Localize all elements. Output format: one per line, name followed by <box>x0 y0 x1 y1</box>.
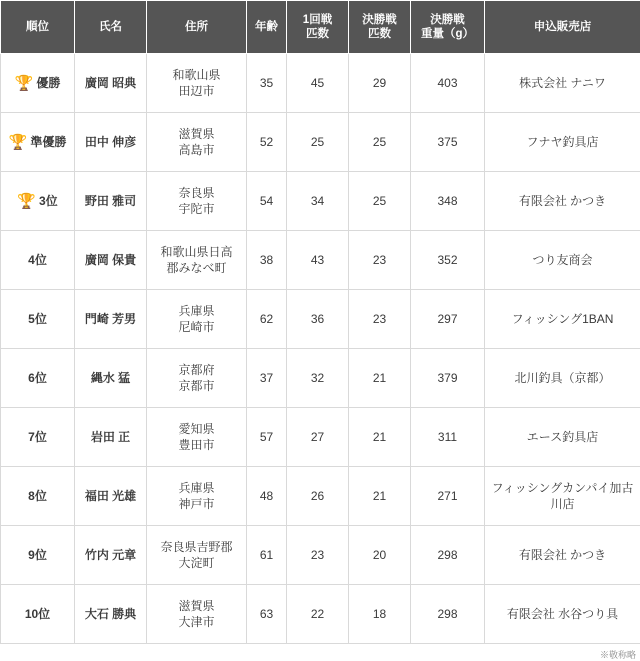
address-line-1: 奈良県吉野郡 <box>150 539 243 555</box>
age-cell: 63 <box>247 585 287 644</box>
address-line-2: 高島市 <box>150 142 243 158</box>
trophy-silver-icon: 🏆 <box>9 135 28 150</box>
round1-count-cell: 26 <box>287 467 349 526</box>
rank-label: 4位 <box>28 252 47 268</box>
footnote: ※敬称略 <box>0 644 640 661</box>
address-line-1: 和歌山県日高 <box>150 244 243 260</box>
round1-count-cell: 23 <box>287 526 349 585</box>
table-row <box>1 585 640 644</box>
final-count-cell: 25 <box>349 113 411 172</box>
rank-cell <box>1 172 75 231</box>
column-header-age: 年齢 <box>247 1 287 54</box>
age-cell: 37 <box>247 349 287 408</box>
round1-count-cell: 25 <box>287 113 349 172</box>
name-cell: 門崎 芳男 <box>75 290 147 349</box>
rank-cell <box>1 54 75 113</box>
rank-cell <box>1 526 75 585</box>
address-line-1: 奈良県 <box>150 185 243 201</box>
address-line-1: 和歌山県 <box>150 67 243 83</box>
age-cell: 52 <box>247 113 287 172</box>
final-weight-cell: 379 <box>411 349 485 408</box>
final-weight-cell: 311 <box>411 408 485 467</box>
table-row <box>1 113 640 172</box>
address-cell <box>147 290 247 349</box>
table-row <box>1 526 640 585</box>
shop-cell: 有限会社 かつき <box>485 526 640 585</box>
shop-cell: 有限会社 かつき <box>485 172 640 231</box>
address-cell <box>147 113 247 172</box>
address-cell <box>147 526 247 585</box>
address-line-2: 田辺市 <box>150 83 243 99</box>
shop-cell: 有限会社 水谷つり具 <box>485 585 640 644</box>
name-cell: 廣岡 保貴 <box>75 231 147 290</box>
age-cell: 38 <box>247 231 287 290</box>
shop-cell: エース釣具店 <box>485 408 640 467</box>
trophy-bronze-icon: 🏆 <box>17 194 36 209</box>
shop-cell: つり友商会 <box>485 231 640 290</box>
rank-label: 7位 <box>28 429 47 445</box>
age-cell: 48 <box>247 467 287 526</box>
shop-cell: フィッシング1BAN <box>485 290 640 349</box>
address-cell <box>147 408 247 467</box>
age-cell: 57 <box>247 408 287 467</box>
column-header-rank: 順位 <box>1 1 75 54</box>
shop-cell: フィッシングカンパイ加古川店 <box>485 467 640 526</box>
round1-count-cell: 34 <box>287 172 349 231</box>
table-row <box>1 231 640 290</box>
shop-cell: 株式会社 ナニワ <box>485 54 640 113</box>
final-weight-cell: 348 <box>411 172 485 231</box>
rank-label: 3位 <box>39 193 58 209</box>
shop-cell: フナヤ釣具店 <box>485 113 640 172</box>
name-cell: 竹内 元章 <box>75 526 147 585</box>
column-header-final-weight-line1: 決勝戦 <box>430 14 465 26</box>
column-header-address: 住所 <box>147 1 247 54</box>
age-cell: 62 <box>247 290 287 349</box>
name-cell: 岩田 正 <box>75 408 147 467</box>
age-cell: 35 <box>247 54 287 113</box>
final-count-cell: 25 <box>349 172 411 231</box>
address-line-2: 豊田市 <box>150 437 243 453</box>
table-row <box>1 290 640 349</box>
rank-label: 10位 <box>25 606 50 622</box>
table-row <box>1 54 640 113</box>
address-cell <box>147 349 247 408</box>
age-cell: 54 <box>247 172 287 231</box>
name-cell: 野田 雅司 <box>75 172 147 231</box>
round1-count-cell: 36 <box>287 290 349 349</box>
final-count-cell: 18 <box>349 585 411 644</box>
column-header-final-weight <box>411 1 485 54</box>
address-line-1: 滋賀県 <box>150 126 243 142</box>
rank-label: 6位 <box>28 370 47 386</box>
address-line-2: 京都市 <box>150 378 243 394</box>
table-row <box>1 349 640 408</box>
address-cell <box>147 585 247 644</box>
round1-count-cell: 27 <box>287 408 349 467</box>
rank-cell <box>1 113 75 172</box>
rank-cell <box>1 467 75 526</box>
final-weight-cell: 271 <box>411 467 485 526</box>
column-header-shop: 申込販売店 <box>485 1 640 54</box>
table-header-row <box>1 1 640 54</box>
column-header-final-count-line2: 匹数 <box>368 28 391 40</box>
final-weight-cell: 297 <box>411 290 485 349</box>
name-cell: 田中 伸彦 <box>75 113 147 172</box>
name-cell: 大石 勝典 <box>75 585 147 644</box>
address-line-1: 兵庫県 <box>150 303 243 319</box>
final-count-cell: 21 <box>349 349 411 408</box>
rank-label: 9位 <box>28 547 47 563</box>
shop-cell: 北川釣具（京都） <box>485 349 640 408</box>
rank-label: 準優勝 <box>30 134 66 150</box>
rank-cell <box>1 585 75 644</box>
rank-label: 優勝 <box>36 75 60 91</box>
address-cell <box>147 231 247 290</box>
column-header-round1-line2: 匹数 <box>306 28 329 40</box>
age-cell: 61 <box>247 526 287 585</box>
table-row <box>1 172 640 231</box>
column-header-final-weight-line2: 重量（g） <box>421 28 474 40</box>
trophy-gold-icon: 🏆 <box>15 76 34 91</box>
final-count-cell: 23 <box>349 290 411 349</box>
column-header-round1-count <box>287 1 349 54</box>
round1-count-cell: 43 <box>287 231 349 290</box>
column-header-round1-line1: 1回戦 <box>303 14 332 26</box>
name-cell: 縄水 猛 <box>75 349 147 408</box>
address-line-2: 郡みなべ町 <box>150 260 243 276</box>
table-body <box>1 54 640 644</box>
address-line-2: 宇陀市 <box>150 201 243 217</box>
address-line-1: 京都府 <box>150 362 243 378</box>
final-weight-cell: 352 <box>411 231 485 290</box>
final-weight-cell: 298 <box>411 526 485 585</box>
address-line-1: 滋賀県 <box>150 598 243 614</box>
column-header-name: 氏名 <box>75 1 147 54</box>
column-header-final-count-line1: 決勝戦 <box>362 14 397 26</box>
round1-count-cell: 22 <box>287 585 349 644</box>
address-line-2: 尼崎市 <box>150 319 243 335</box>
rank-cell <box>1 408 75 467</box>
name-cell: 廣岡 昭典 <box>75 54 147 113</box>
address-line-1: 兵庫県 <box>150 480 243 496</box>
rank-cell <box>1 349 75 408</box>
rank-cell <box>1 290 75 349</box>
table-row <box>1 467 640 526</box>
round1-count-cell: 32 <box>287 349 349 408</box>
address-cell <box>147 467 247 526</box>
address-line-1: 愛知県 <box>150 421 243 437</box>
final-weight-cell: 375 <box>411 113 485 172</box>
address-cell <box>147 172 247 231</box>
round1-count-cell: 45 <box>287 54 349 113</box>
final-count-cell: 20 <box>349 526 411 585</box>
final-count-cell: 21 <box>349 408 411 467</box>
final-weight-cell: 298 <box>411 585 485 644</box>
name-cell: 福田 光雄 <box>75 467 147 526</box>
final-count-cell: 29 <box>349 54 411 113</box>
address-line-2: 大津市 <box>150 614 243 630</box>
rank-label: 5位 <box>28 311 47 327</box>
final-count-cell: 21 <box>349 467 411 526</box>
final-weight-cell: 403 <box>411 54 485 113</box>
rank-cell <box>1 231 75 290</box>
rank-label: 8位 <box>28 488 47 504</box>
table-row <box>1 408 640 467</box>
address-cell <box>147 54 247 113</box>
final-count-cell: 23 <box>349 231 411 290</box>
address-line-2: 神戸市 <box>150 496 243 512</box>
column-header-final-count <box>349 1 411 54</box>
table-header <box>1 1 640 54</box>
address-line-2: 大淀町 <box>150 555 243 571</box>
